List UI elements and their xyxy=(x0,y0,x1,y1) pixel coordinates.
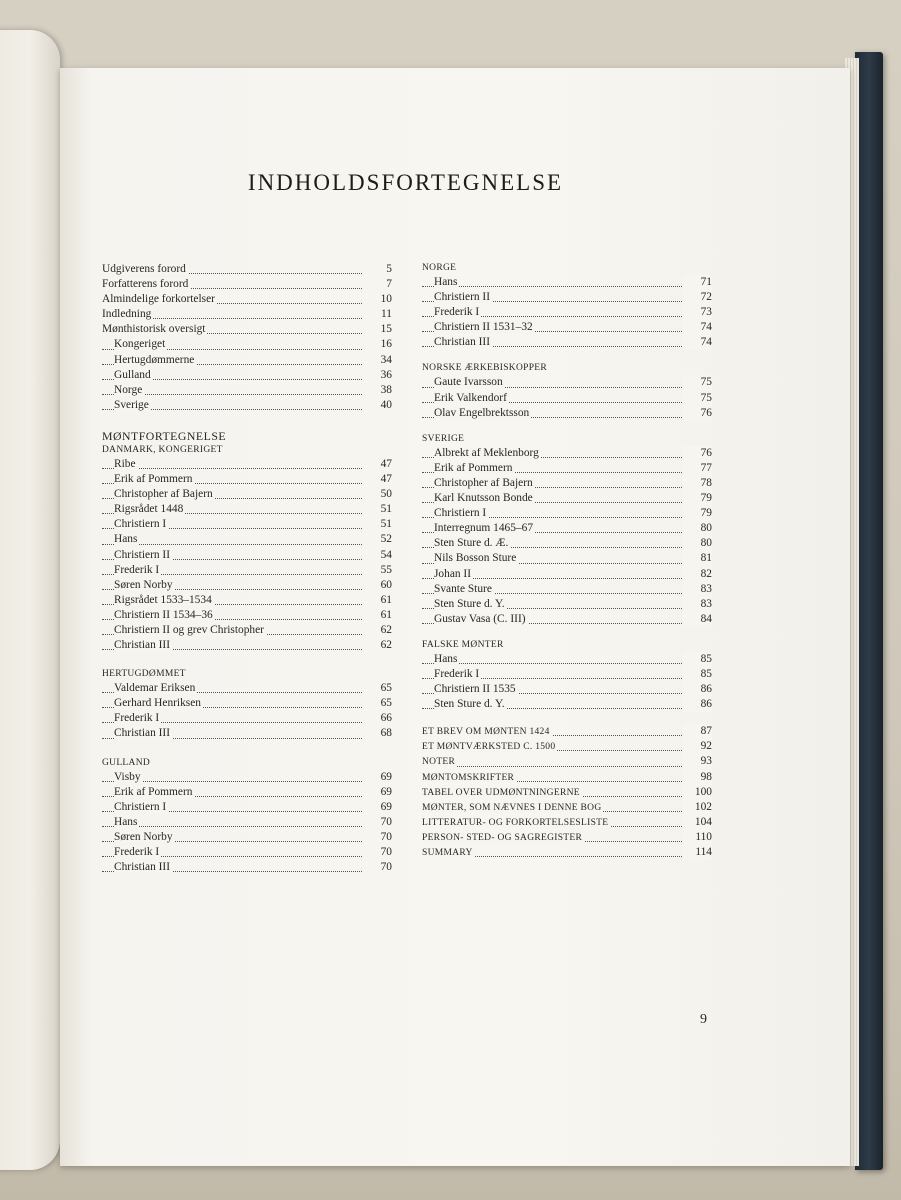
section-heading: HERTUGDØMMET xyxy=(102,669,186,680)
left-page-edge xyxy=(0,30,60,1170)
toc-entry-label: Christiern I xyxy=(434,507,487,520)
toc-entry-page: 38 xyxy=(362,383,392,398)
toc-entry-page: 52 xyxy=(362,532,392,547)
toc-entry-page: 71 xyxy=(682,275,712,290)
toc-entry-label: Svante Sture xyxy=(434,582,492,595)
section-heading: SVERIGE xyxy=(422,433,465,444)
toc-entry-label: Christopher af Bajern xyxy=(114,488,213,501)
toc-entry-page: 36 xyxy=(362,368,392,383)
toc-entry xyxy=(422,724,712,739)
toc-entry-label: Rigsrådet 1448 xyxy=(114,503,184,516)
toc-entry-page: 80 xyxy=(682,521,712,536)
toc-entry xyxy=(102,262,392,277)
toc-entry-label: Norge xyxy=(114,383,143,396)
toc-entry-label: Christian III xyxy=(114,861,170,874)
toc-entry-page: 70 xyxy=(362,830,392,845)
toc-entry-page: 104 xyxy=(682,815,712,830)
toc-entry-page: 11 xyxy=(362,307,392,322)
toc-entry-label: Forfatterens forord xyxy=(102,278,189,291)
toc-entry-label: Hans xyxy=(434,652,458,665)
toc-entry xyxy=(102,726,392,741)
toc-entry-label: Christiern II xyxy=(434,291,490,304)
toc-entry-page: 51 xyxy=(362,517,392,532)
toc-entry-page: 83 xyxy=(682,597,712,612)
toc-entry-page: 81 xyxy=(682,551,712,566)
toc-entry-page: 40 xyxy=(362,398,392,413)
section-heading: FALSKE MØNTER xyxy=(422,639,504,650)
toc-entry-label: Frederik I xyxy=(114,712,160,725)
toc-entry xyxy=(102,800,392,815)
toc-entry-page: 69 xyxy=(362,770,392,785)
toc-entry-label: Christiern I xyxy=(114,800,167,813)
toc-entry-label: SUMMARY xyxy=(422,848,473,858)
toc-entry-label: Christiern II 1534–36 xyxy=(114,608,213,621)
toc-entry-page: 86 xyxy=(682,682,712,697)
toc-entry xyxy=(102,487,392,502)
toc-entry-page: 65 xyxy=(362,681,392,696)
toc-entry-label: ET MØNTVÆRKSTED C. 1500 xyxy=(422,742,556,753)
toc-entry-label: Christian III xyxy=(114,639,170,652)
toc-entry-label: Visby xyxy=(114,770,141,783)
toc-list xyxy=(422,724,712,860)
toc-entry-page: 114 xyxy=(682,845,712,860)
toc-entry-page: 47 xyxy=(362,472,392,487)
toc-entry xyxy=(102,696,392,711)
toc-entry-label: Valdemar Eriksen xyxy=(114,682,196,695)
toc-entry-label: Olav Engelbrektsson xyxy=(434,406,530,419)
toc-entry-page: 73 xyxy=(682,305,712,320)
toc-entry xyxy=(422,785,712,800)
toc-entry xyxy=(102,368,392,383)
toc-entry xyxy=(102,322,392,337)
toc-entry-page: 74 xyxy=(682,320,712,335)
toc-entry-label: Hans xyxy=(114,815,138,828)
toc-entry-page: 62 xyxy=(362,623,392,638)
toc-left-column xyxy=(102,262,392,875)
toc-entry xyxy=(422,567,712,582)
toc-entry-label: Christiern II og grev Christopher xyxy=(114,623,264,636)
toc-entry xyxy=(102,292,392,307)
toc-entry-page: 86 xyxy=(682,697,712,712)
book-cover xyxy=(855,52,883,1170)
toc-entry-label: Albrekt af Meklenborg xyxy=(434,446,539,459)
toc-entry xyxy=(102,548,392,563)
toc-entry-label: Christian III xyxy=(434,336,490,349)
toc-entry-label: Søren Norby xyxy=(114,830,173,843)
toc-entry-page: 5 xyxy=(362,262,392,277)
section-heading: GULLAND xyxy=(102,757,151,768)
toc-entry xyxy=(102,457,392,472)
toc-entry xyxy=(422,521,712,536)
toc-entry xyxy=(102,398,392,413)
toc-entry-page: 84 xyxy=(682,612,712,627)
toc-entry xyxy=(102,472,392,487)
toc-entry xyxy=(422,652,712,667)
toc-entry xyxy=(422,461,712,476)
toc-entry-page: 75 xyxy=(682,391,712,406)
toc-entry-label: Christiern II xyxy=(114,548,170,561)
toc-entry-page: 15 xyxy=(362,322,392,337)
toc-entry-label: MØNTER, SOM NÆVNES I DENNE BOG xyxy=(422,802,602,813)
toc-entry-page: 61 xyxy=(362,593,392,608)
toc-entry-label: Gustav Vasa (C. III) xyxy=(434,612,526,625)
toc-entry-label: Erik af Pommern xyxy=(434,461,513,474)
toc-entry xyxy=(102,277,392,292)
toc-entry-page: 62 xyxy=(362,638,392,653)
toc-entry-label: Sverige xyxy=(114,398,149,411)
toc-entry xyxy=(102,711,392,726)
toc-entry-label: Interregnum 1465–67 xyxy=(434,522,534,535)
toc-entry-page: 92 xyxy=(682,739,712,754)
toc-entry xyxy=(102,307,392,322)
toc-entry xyxy=(102,517,392,532)
toc-entry xyxy=(102,623,392,638)
toc-entry-page: 54 xyxy=(362,548,392,563)
toc-entry xyxy=(102,845,392,860)
toc-entry xyxy=(102,337,392,352)
toc-entry xyxy=(422,305,712,320)
toc-entry xyxy=(422,275,712,290)
toc-entry-label: TABEL OVER UDMØNTNINGERNE xyxy=(422,787,580,798)
toc-entry-page: 98 xyxy=(682,770,712,785)
toc-entry-page: 79 xyxy=(682,491,712,506)
toc-entry xyxy=(102,563,392,578)
toc-entry-page: 70 xyxy=(362,815,392,830)
section-heading: NORSKE ÆRKEBISKOPPER xyxy=(422,363,548,374)
toc-list xyxy=(422,446,712,627)
toc-entry xyxy=(422,335,712,350)
section-heading: NORGE xyxy=(422,263,457,273)
toc-entry-page: 66 xyxy=(362,711,392,726)
dot-leader xyxy=(422,663,682,664)
toc-entry-page: 100 xyxy=(682,785,712,800)
toc-entry xyxy=(102,860,392,875)
toc-entry-page: 85 xyxy=(682,652,712,667)
toc-entry xyxy=(422,375,712,390)
toc-entry-label: Karl Knutsson Bonde xyxy=(434,492,533,505)
toc-entry-page: 78 xyxy=(682,476,712,491)
toc-entry-page: 69 xyxy=(362,800,392,815)
toc-entry xyxy=(422,682,712,697)
toc-entry xyxy=(422,446,712,461)
toc-entry xyxy=(422,551,712,566)
toc-entry-label: NOTER xyxy=(422,757,456,768)
toc-entry-page: 10 xyxy=(362,292,392,307)
toc-entry-page: 85 xyxy=(682,667,712,682)
toc-entry xyxy=(422,667,712,682)
toc-entry-page: 76 xyxy=(682,406,712,421)
toc-entry-page: 72 xyxy=(682,290,712,305)
toc-entry-page: 70 xyxy=(362,845,392,860)
toc-entry-label: MØNTOMSKRIFTER xyxy=(422,772,515,783)
toc-right-column xyxy=(422,262,712,860)
toc-entry-label: Gulland xyxy=(114,368,151,381)
toc-entry-label: Christian III xyxy=(114,727,170,740)
toc-entry xyxy=(102,593,392,608)
toc-entry-label: Sten Sture d. Y. xyxy=(434,698,505,711)
dot-leader xyxy=(422,766,682,767)
dot-leader xyxy=(422,286,682,287)
toc-entry-label: Erik Valkendorf xyxy=(434,391,507,404)
toc-list xyxy=(102,681,392,741)
toc-entry xyxy=(422,754,712,769)
toc-entry-label: Christiern II 1531–32 xyxy=(434,321,533,334)
toc-entry xyxy=(102,608,392,623)
toc-entry xyxy=(102,578,392,593)
toc-entry xyxy=(102,785,392,800)
toc-entry-label: Christiern II 1535 xyxy=(434,683,516,696)
toc-entry-page: 102 xyxy=(682,800,712,815)
toc-list xyxy=(422,275,712,350)
toc-entry-page: 70 xyxy=(362,860,392,875)
toc-entry xyxy=(422,697,712,712)
toc-entry-page: 7 xyxy=(362,277,392,292)
toc-entry xyxy=(422,830,712,845)
toc-entry-label: Nils Bosson Sture xyxy=(434,552,517,565)
toc-entry-label: Hans xyxy=(434,276,458,288)
toc-entry-label: Sten Sture d. Y. xyxy=(434,597,505,610)
toc-entry-label: Kongeriget xyxy=(114,338,166,351)
toc-entry-page: 55 xyxy=(362,563,392,578)
dot-leader xyxy=(102,826,362,827)
section-heading: MØNTFORTEGNELSE xyxy=(102,428,227,443)
toc-entry-page: 47 xyxy=(362,457,392,472)
toc-entry-label: Johan II xyxy=(434,567,472,580)
toc-entry-label: Christiern I xyxy=(114,518,167,531)
toc-entry-label: Frederik I xyxy=(434,306,480,319)
toc-entry xyxy=(102,770,392,785)
toc-entry xyxy=(102,681,392,696)
toc-entry xyxy=(422,536,712,551)
toc-entry-label: Hertugdømmerne xyxy=(114,353,195,366)
toc-entry-page: 51 xyxy=(362,502,392,517)
toc-entry-page: 87 xyxy=(682,724,712,739)
toc-entry-page: 65 xyxy=(362,696,392,711)
toc-entry xyxy=(422,391,712,406)
toc-entry xyxy=(422,800,712,815)
toc-entry xyxy=(102,383,392,398)
toc-entry-label: Erik af Pommern xyxy=(114,785,193,798)
toc-entry-page: 80 xyxy=(682,536,712,551)
toc-entry-label: Frederik I xyxy=(114,563,160,576)
toc-entry-page: 16 xyxy=(362,337,392,352)
toc-entry-label: Sten Sture d. Æ. xyxy=(434,537,509,550)
toc-entry xyxy=(422,612,712,627)
toc-entry xyxy=(422,770,712,785)
toc-entry-label: Rigsrådet 1533–1534 xyxy=(114,593,212,606)
toc-entry-page: 82 xyxy=(682,567,712,582)
dot-leader xyxy=(102,468,362,469)
toc-entry-page: 68 xyxy=(362,726,392,741)
toc-entry-label: Gerhard Henriksen xyxy=(114,697,201,710)
toc-entry xyxy=(422,406,712,421)
toc-entry xyxy=(102,353,392,368)
toc-entry-label: Frederik I xyxy=(434,667,480,680)
toc-entry xyxy=(422,815,712,830)
toc-entry xyxy=(422,597,712,612)
toc-entry xyxy=(102,830,392,845)
toc-entry-page: 50 xyxy=(362,487,392,502)
toc-entry-label: Mønthistorisk oversigt xyxy=(102,323,206,336)
toc-entry-page: 69 xyxy=(362,785,392,800)
toc-entry xyxy=(102,815,392,830)
toc-entry-page: 83 xyxy=(682,582,712,597)
toc-entry-label: Hans xyxy=(114,533,138,546)
toc-entry xyxy=(422,491,712,506)
toc-entry-label: Ribe xyxy=(114,457,136,470)
toc-entry-page: 93 xyxy=(682,754,712,769)
toc-entry-page: 110 xyxy=(682,830,712,845)
toc-entry xyxy=(422,476,712,491)
toc-list xyxy=(102,457,392,653)
toc-list xyxy=(102,770,392,876)
toc-entry xyxy=(102,502,392,517)
toc-entry-label: Christopher af Bajern xyxy=(434,476,533,489)
toc-entry-label: Søren Norby xyxy=(114,578,173,591)
page-number: 9 xyxy=(700,1012,707,1027)
toc-entry-page: 76 xyxy=(682,446,712,461)
toc-entry-page: 79 xyxy=(682,506,712,521)
toc-entry xyxy=(422,845,712,860)
page-title: INDHOLDSFORTEGNELSE xyxy=(247,170,564,195)
toc-entry-label: PERSON- STED- OG SAGREGISTER xyxy=(422,832,583,843)
toc-entry-page: 34 xyxy=(362,353,392,368)
toc-entry-label: Gaute Ivarsson xyxy=(434,376,503,389)
dot-leader xyxy=(102,544,362,545)
toc-entry xyxy=(422,582,712,597)
toc-list xyxy=(102,262,392,337)
toc-entry-page: 75 xyxy=(682,375,712,390)
toc-entry xyxy=(102,532,392,547)
toc-entry-label: Frederik I xyxy=(114,846,160,858)
toc-list xyxy=(102,337,392,412)
toc-entry-label: LITTERATUR- OG FORKORTELSESLISTE xyxy=(422,817,609,828)
toc-entry-label: ET BREV OM MØNTEN 1424 xyxy=(422,727,550,738)
toc-entry xyxy=(422,320,712,335)
toc-list xyxy=(422,375,712,420)
toc-entry-page: 74 xyxy=(682,335,712,350)
toc-entry-label: Udgiverens forord xyxy=(102,263,186,275)
toc-entry-page: 77 xyxy=(682,461,712,476)
toc-entry-label: Indledning xyxy=(102,308,152,321)
section-heading: DANMARK, KONGERIGET xyxy=(102,444,223,455)
toc-entry-label: Almindelige forkortelser xyxy=(102,293,215,306)
toc-entry xyxy=(422,506,712,521)
toc-entry-page: 61 xyxy=(362,608,392,623)
toc-entry-label: Erik af Pommern xyxy=(114,473,193,486)
toc-list xyxy=(422,652,712,712)
toc-entry xyxy=(102,638,392,653)
toc-entry-page: 60 xyxy=(362,578,392,593)
toc-entry xyxy=(422,290,712,305)
toc-entry xyxy=(422,739,712,754)
